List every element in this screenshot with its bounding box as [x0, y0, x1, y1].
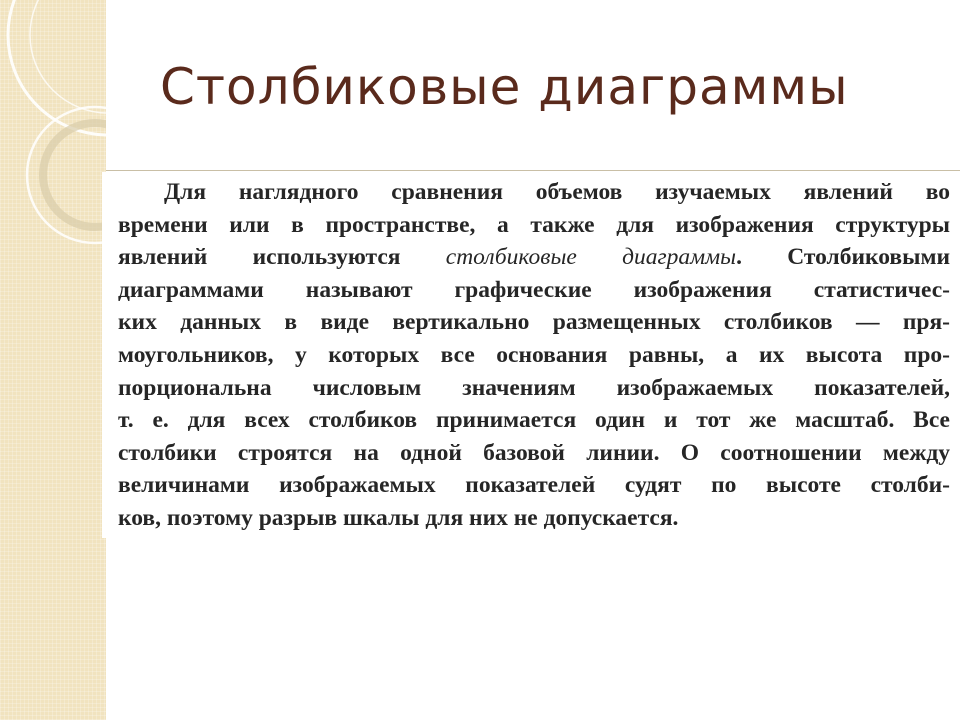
- decorative-side-panel: [0, 0, 106, 720]
- paragraph-line-start: явлений используются: [118, 244, 446, 271]
- paragraph-line: Для наглядного сравнения объемов изучаемых явлений во: [164, 179, 950, 205]
- title-divider: [106, 170, 960, 171]
- paragraph-line: ков, поэтому разрыв шкалы для них не допускается.: [118, 504, 679, 531]
- paragraph-line: величинами изображаемых показателей судят по высоте столби-: [118, 472, 950, 499]
- paragraph-line: диаграммами называют графические изображения статистичес-: [118, 276, 950, 303]
- emphasized-term: столбиковые диаграммы: [445, 244, 737, 271]
- paragraph-line: т. е. для всех столбиков принимается один и тот же масштаб. Все: [118, 407, 950, 434]
- paragraph-line: порциональна числовым значениям изображаемых показателей,: [118, 374, 950, 401]
- paragraph-line: ких данных в виде вертикально размещенных столбиков — пря-: [118, 309, 950, 336]
- paragraph-line: моугольников, у которых все основания равны, а их высота про-: [118, 341, 950, 368]
- page-title: Столбиковые диаграммы: [160, 58, 849, 116]
- paragraph-line: времени или в пространстве, а также для изображения структуры: [118, 211, 950, 238]
- paragraph-line-end: . Столбиковыми: [736, 244, 950, 271]
- paragraph-line: столбики строятся на одной базовой линии. О соотношении между: [118, 439, 950, 466]
- decorative-circles-icon: [0, 0, 106, 720]
- paragraph-line: [118, 241, 950, 274]
- body-paragraph: [118, 176, 950, 535]
